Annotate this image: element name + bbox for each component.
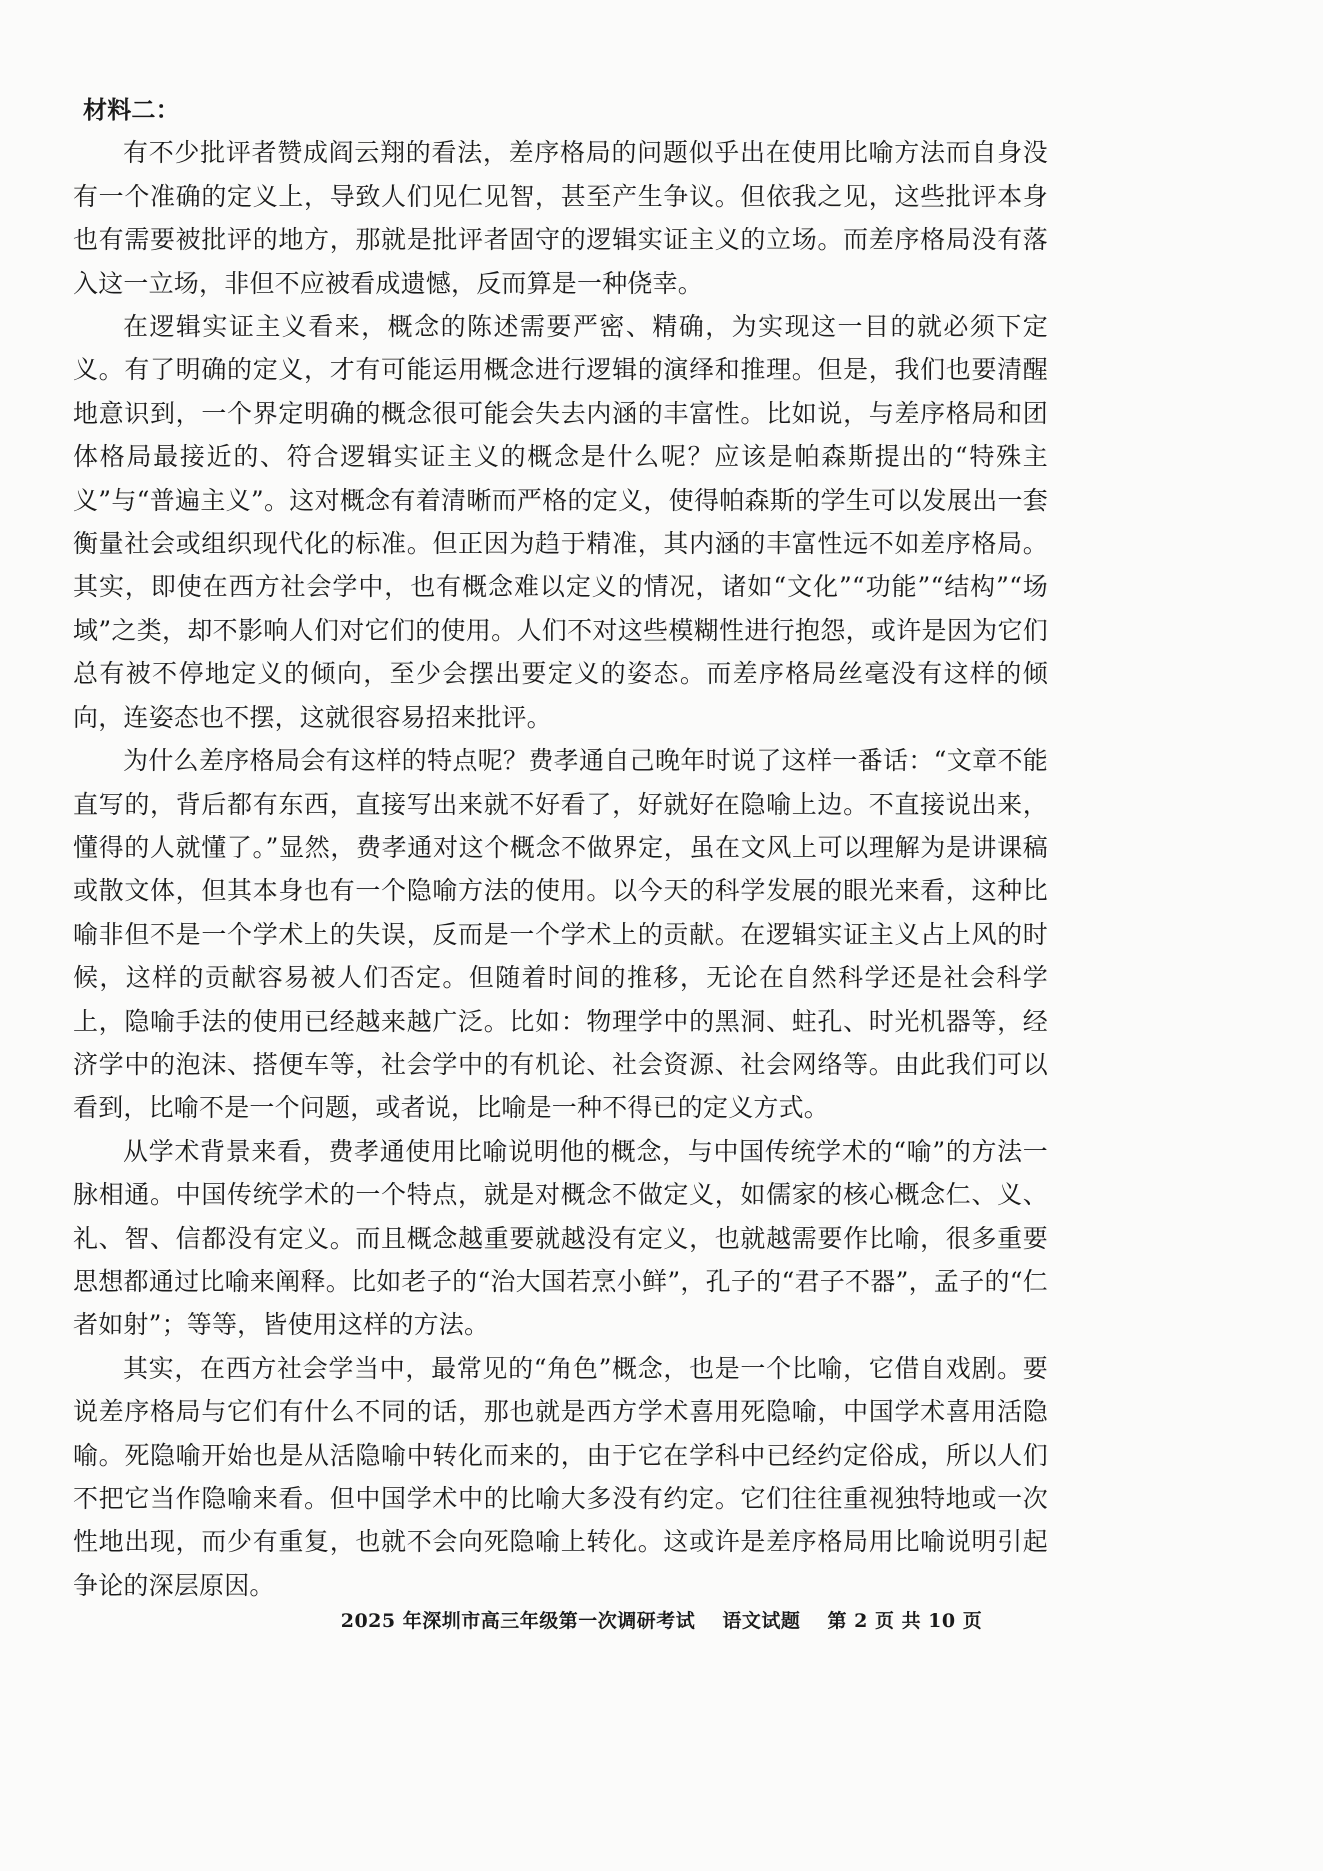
- article-body: [73, 88, 1048, 1607]
- paragraph-4: 从学术背景来看，费孝通使用比喻说明他的概念，与中国传统学术的“喻”的方法一脉相通。中国传统学术的一个特点，就是对概念不做定义，如儒家的核心概念仁、义、礼、智、信都没有定义。而且概念越重要就越没有定义，也就越需要作比喻，很多重要思想都通过比喻来阐释。比如老子的“治大国若烹小鲜”，孔子的“君子不器”，孟子的“仁者如射”；等等，皆使用这样的方法。: [73, 1136, 1048, 1340]
- paragraph-2: 在逻辑实证主义看来，概念的陈述需要严密、精确，为实现这一目的就必须下定义。有了明确的定义，才有可能运用概念进行逻辑的演绎和推理。但是，我们也要清醒地意识到，一个界定明确的概念很可能会失去内涵的丰富性。比如说，与差序格局和团体格局最接近的、符合逻辑实证主义的概念是什么呢？应该是帕森斯提出的“特殊主义”与“普遍主义”。这对概念有着清晰而严格的定义，使得帕森斯的学生可以发展出一套衡量社会或组织现代化的标准。但正因为趋于精准，其内涵的丰富性远不如差序格局。其实，即使在西方社会学中，也有概念难以定义的情况，诸如“文化”“功能”“结构”“场域”之类，却不影响人们对它们的使用。人们不对这些模糊性进行抱怨，或许是因为它们总有被不停地定义的倾向，至少会摆出要定义的姿态。而差序格局丝毫没有这样的倾向，连姿态也不摆，这就很容易招来批评。: [73, 312, 1048, 732]
- footer-exam-title: 2025 年深圳市高三年级第一次调研考试: [340, 1610, 696, 1632]
- paragraph-1: 有不少批评者赞成阎云翔的看法，差序格局的问题似乎出在使用比喻方法而自身没有一个准确的定义上，导致人们见仁见智，甚至产生争议。但依我之见，这些批评本身也有需要被批评的地方，那就是批评者固守的逻辑实证主义的立场。而差序格局没有落入这一立场，非但不应被看成遗憾，反而算是一种侥幸。: [73, 138, 1048, 298]
- footer-page-number: 第 2 页 共 10 页: [827, 1610, 983, 1632]
- paragraph-5: 其实，在西方社会学当中，最常见的“角色”概念，也是一个比喻，它借自戏剧。要说差序格局与它们有什么不同的话，那也就是西方学术喜用死隐喻，中国学术喜用活隐喻。死隐喻开始也是从活隐喻中转化而来的，由于它在学科中已经约定俗成，所以人们不把它当作隐喻来看。但中国学术中的比喻大多没有约定。它们往往重视独特地或一次性地出现，而少有重复，也就不会向死隐喻上转化。这或许是差序格局用比喻说明引起争论的深层原因。: [73, 1353, 1048, 1600]
- paragraph-3: 为什么差序格局会有这样的特点呢？费孝通自己晚年时说了这样一番话：“文章不能直写的，背后都有东西，直接写出来就不好看了，好就好在隐喻上边。不直接说出来，懂得的人就懂了。”显然，费孝通对这个概念不做界定，虽在文风上可以理解为是讲课稿或散文体，但其本身也有一个隐喻方法的使用。以今天的科学发展的眼光来看，这种比喻非但不是一个学术上的失误，反而是一个学术上的贡献。在逻辑实证主义占上风的时候，这样的贡献容易被人们否定。但随着时间的推移，无论在自然科学还是社会科学上，隐喻手法的使用已经越来越广泛。比如：物理学中的黑洞、蛀孔、时光机器等，经济学中的泡沫、搭便车等，社会学中的有机论、社会资源、社会网络等。由此我们可以看到，比喻不是一个问题，或者说，比喻是一种不得已的定义方式。: [73, 746, 1048, 1123]
- page-footer: [0, 1606, 1323, 1633]
- section-heading: 材料二：: [83, 95, 180, 124]
- footer-subject: 语文试题: [722, 1610, 801, 1632]
